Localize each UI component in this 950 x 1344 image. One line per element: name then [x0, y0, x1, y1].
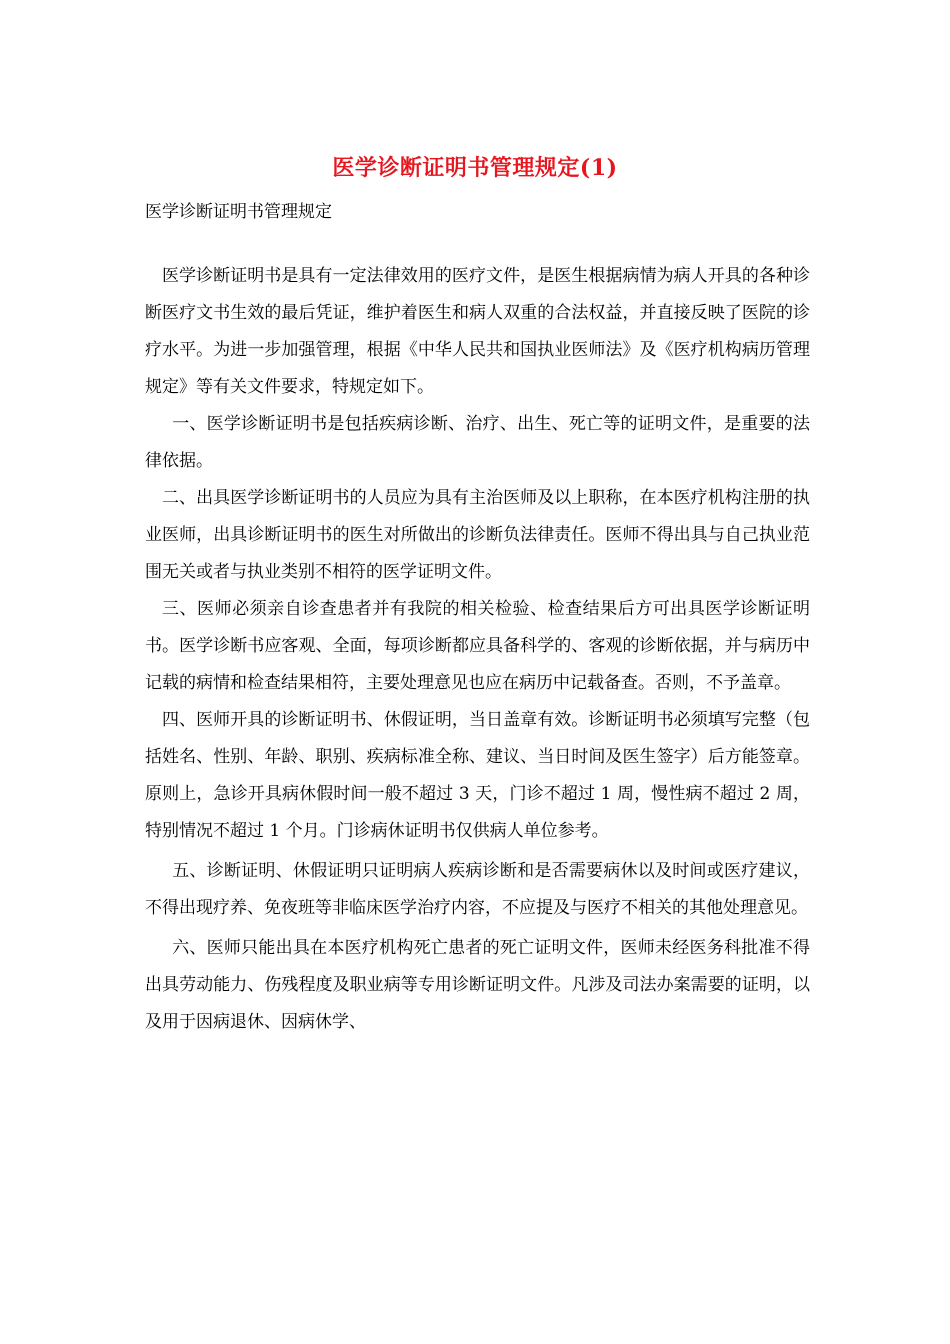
document-title: 医学诊断证明书管理规定(1) — [332, 155, 618, 181]
paragraph-article-6: 六、医师只能出具在本医疗机构死亡患者的死亡证明文件，医师未经医务科批准不得出具劳动能力、伤残程度及职业病等专用诊断证明文件。凡涉及司法办案需要的证明，以及用于因病退休、因病休学、 — [145, 938, 810, 1032]
paragraph-article-2: 二、出具医学诊断证明书的人员应为具有主治医师及以上职称，在本医疗机构注册的执业医师，出具诊断证明书的医生对所做出的诊断负法律责任。医师不得出具与自己执业范围无关或者与执业类别不相符的医学证明文件。 — [145, 488, 810, 582]
paragraph-article-3: 三、医师必须亲自诊查患者并有我院的相关检验、检查结果后方可出具医学诊断证明书。医学诊断书应客观、全面，每项诊断都应具备科学的、客观的诊断依据，并与病历中记载的病情和检查结果相符，主要处理意见也应在病历中记载备查。否则，不予盖章。 — [145, 599, 810, 693]
paragraph-article-5: 五、诊断证明、休假证明只证明病人疾病诊断和是否需要病休以及时间或医疗建议，不得出现疗养、免夜班等非临床医学治疗内容，不应提及与医疗不相关的其他处理意见。 — [145, 861, 810, 918]
paragraph-preamble: 医学诊断证明书是具有一定法律效用的医疗文件，是医生根据病情为病人开具的各种诊断医疗文书生效的最后凭证，维护着医生和病人双重的合法权益，并直接反映了医院的诊疗水平。为进一步加强管理，根据《中华人民共和国执业医师法》及《医疗机构病历管理规定》等有关文件要求，特规定如下。 — [145, 266, 810, 397]
document-body — [145, 258, 810, 1041]
document-subtitle: 医学诊断证明书管理规定 — [145, 202, 332, 222]
paragraph-article-4: 四、医师开具的诊断证明书、休假证明，当日盖章有效。诊断证明书必须填写完整（包括姓名、性别、年龄、职别、疾病标准全称、建议、当日时间及医生签字）后方能签章。原则上，急诊开具病休假时间一般不超过 3 天，门诊不超过 1 周，慢性病不超过 2 周，特别情况不超过 1 个月。门诊病休证明书仅供病人单位参考。 — [145, 710, 810, 841]
paragraph-article-1: 一、医学诊断证明书是包括疾病诊断、治疗、出生、死亡等的证明文件，是重要的法律依据。 — [145, 414, 810, 471]
